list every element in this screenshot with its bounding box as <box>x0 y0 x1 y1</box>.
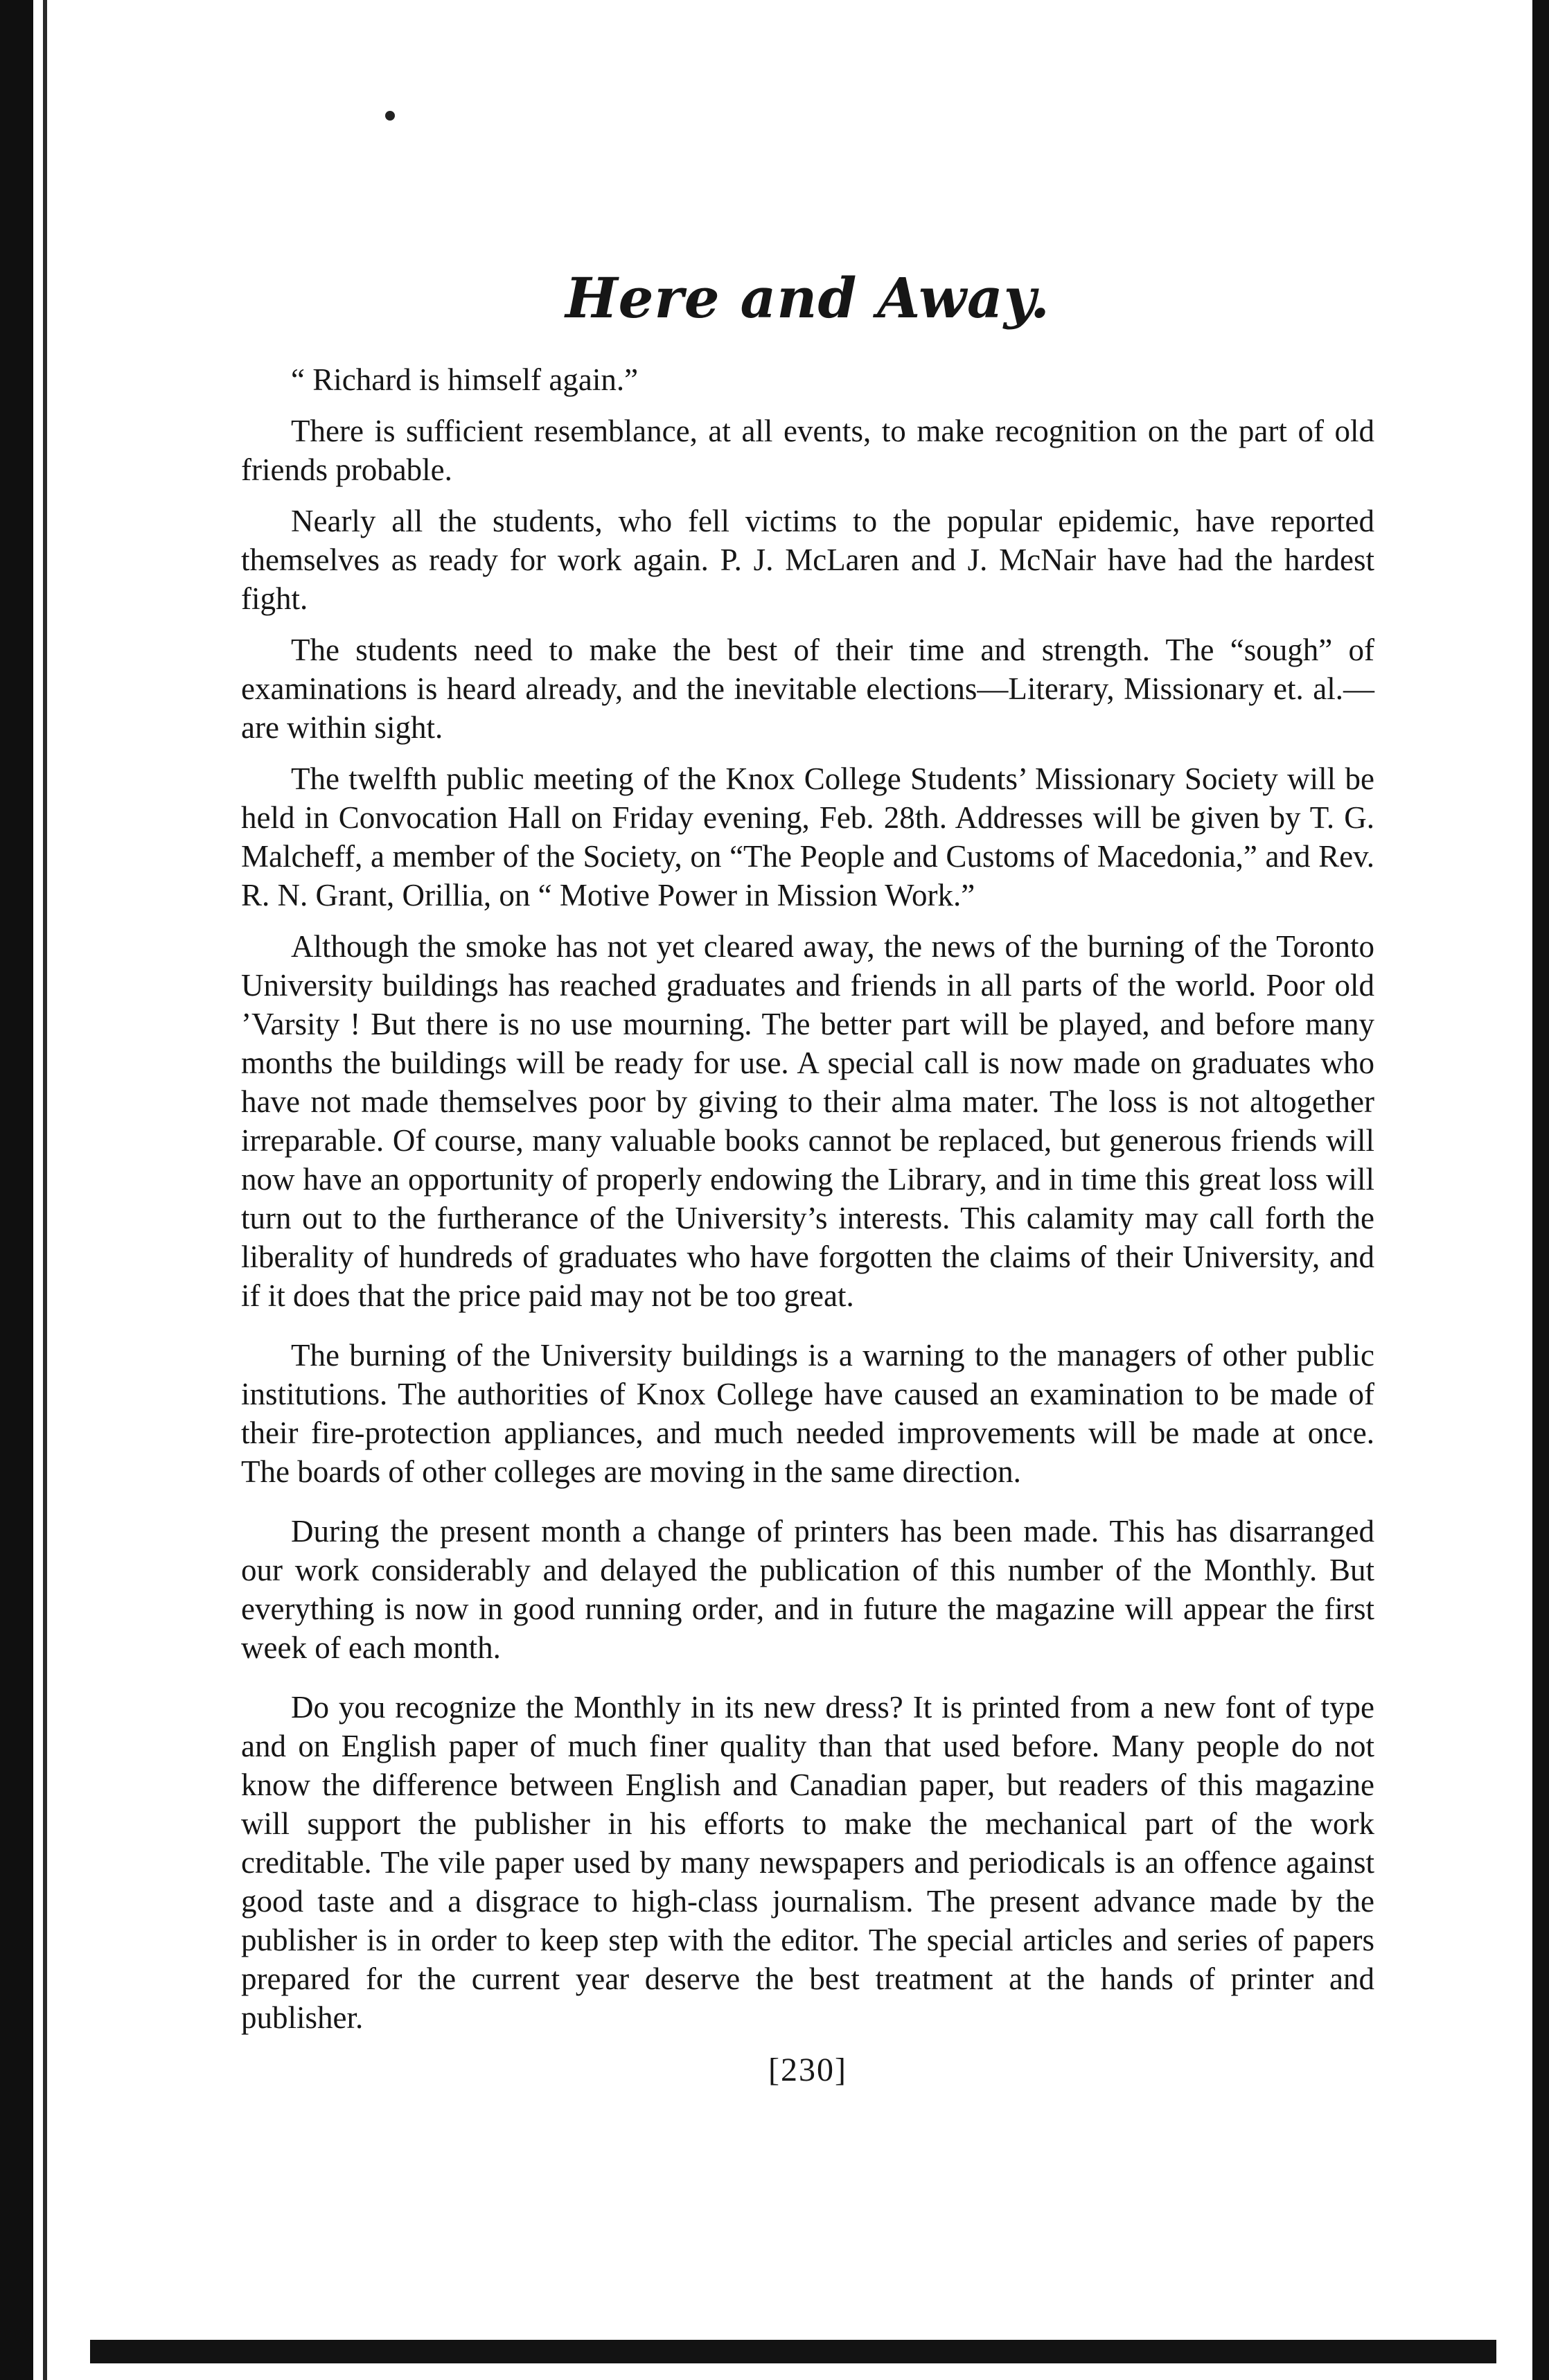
document-page <box>241 263 1374 2120</box>
scan-border-left-inner <box>43 0 47 2380</box>
paragraph-4: The students need to make the best of their time and strength. The “sough” of examinations is heard already, and the inevitable elections—Literary, Missionary et. al.—are within sight. <box>241 633 1374 745</box>
paragraph-6: Although the smoke has not yet cleared away, the news of the burning of the Toronto University buildings has reached graduates and friends in all parts of the world. Poor old ’Varsity ! But there is no use mourning. The better part will be played, and before many months the buildings will be ready for use. A special call is now made on graduates who have not made themselves poor by giving to their alma mater. The loss is not altogether irreparable. Of course, many valuable books cannot be replaced, but generous friends will now have an opportunity of properly endowing the Library, and in time this great loss will turn out to the furtherance of the University’s interests. This calamity may call forth the liberality of hundreds of graduates who have forgotten the claims of their University, and if it does that the price paid may not be too great. <box>241 929 1374 1313</box>
paragraph-3: Nearly all the students, who fell victims to the popular epidemic, have reported themselves as ready for work again. P. J. McLaren and J. McNair have had the hardest fight. <box>241 504 1374 616</box>
paragraph-5: The twelfth public meeting of the Knox College Students’ Missionary Society will be held in Convocation Hall on Friday evening, Feb. 28th. Addresses will be given by T. G. Malcheff, a member of the Society, on “The People and Customs of Macedonia,” and Rev. R. N. Grant, Orillia, on “ Motive Power in Mission Work.” <box>241 761 1374 913</box>
page-number: [230] <box>768 2052 847 2088</box>
paragraph-7: The burning of the University buildings is a warning to the managers of other public institutions. The authorities of Knox College have caused an examination to be made of their fire-protection appliances, and much needed improvements will be made at once. The boards of other colleges are moving in the same direction. <box>241 1338 1374 1489</box>
ink-speck <box>385 111 395 121</box>
scan-border-bottom <box>90 2340 1496 2363</box>
paragraph-9: Do you recognize the Monthly in its new dress? It is printed from a new font of type and on English paper of much finer quality than that used before. Many people do not know the difference between English and Canadian paper, but readers of this magazine will support the publisher in his efforts to make the mechanical part of the work creditable. The vile paper used by many newspapers and periodicals is an offence against good taste and a disgrace to high-class journalism. The present advance made by the publisher is in order to keep step with the editor. The special articles and series of papers prepared for the current year deserve the best treatment at the hands of printer and publisher. <box>241 1690 1374 2035</box>
scan-border-left <box>0 0 33 2380</box>
paragraph-2: There is sufficient resemblance, at all events, to make recognition on the part of old friends probable. <box>241 414 1374 487</box>
page-title: Here and Away. <box>565 265 1050 330</box>
paragraph-8: During the present month a change of printers has been made. This has disarranged our work considerably and delayed the publication of this number of the Monthly. But everything is now in good running order, and in future the magazine will appear the first week of each month. <box>241 1514 1374 1665</box>
scan-border-right <box>1532 0 1549 2380</box>
paragraph-1: “ Richard is himself again.” <box>291 362 639 397</box>
